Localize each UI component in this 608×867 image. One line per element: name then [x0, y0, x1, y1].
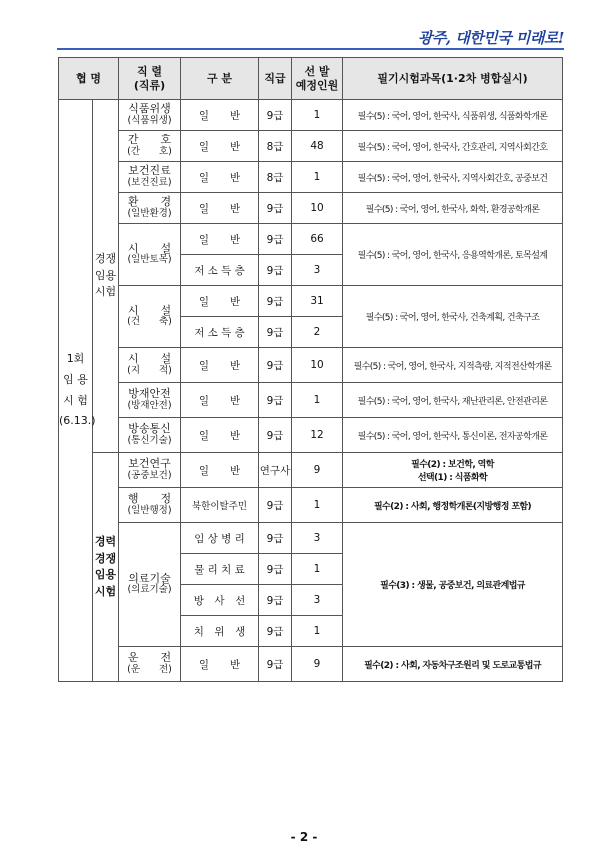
position-type: (일반환경)	[127, 207, 172, 219]
subject-required: 필수(2) : 보건학, 역학	[411, 460, 494, 470]
table-row	[59, 193, 563, 224]
col-header-count: 선 발 예정인원	[292, 58, 343, 100]
division-cell: 일 반	[181, 383, 259, 418]
position-cell	[119, 286, 181, 348]
count-cell: 9	[292, 453, 343, 488]
division-cell: 일 반	[181, 418, 259, 453]
position-cell	[119, 348, 181, 383]
position-name: 식품위생	[128, 102, 171, 116]
subject-cell: 필수(5) : 국어, 영어, 한국사, 식품위생, 식품화학개론	[343, 100, 563, 131]
table-row	[59, 100, 563, 131]
subject-cell: 필수(5) : 국어, 영어, 한국사, 재난관리론, 안전관리론	[343, 383, 563, 418]
category-line: 시험	[94, 584, 117, 598]
col-header-division: 구 분	[181, 58, 259, 100]
division-cell: 물 리 치 료	[181, 554, 259, 585]
position-name: 보건연구	[128, 457, 171, 471]
grade-cell: 9급	[259, 523, 292, 554]
position-type: (방재안전)	[127, 399, 172, 411]
position-type: (운 전)	[127, 663, 172, 675]
subject-cell: 필수(5) : 국어, 영어, 한국사, 화학, 환경공학개론	[343, 193, 563, 224]
position-cell	[119, 224, 181, 286]
count-cell: 2	[292, 317, 343, 348]
division-cell: 북한이탈주민	[181, 488, 259, 523]
table-row	[59, 286, 563, 317]
position-name: 방재안전	[128, 387, 171, 401]
position-name: 시 설	[127, 241, 172, 255]
table-row	[59, 418, 563, 453]
count-cell: 3	[292, 585, 343, 616]
position-type: (일반토목)	[127, 254, 172, 266]
category-line: 경쟁	[94, 252, 117, 266]
grade-cell: 8급	[259, 131, 292, 162]
subject-cell: 필수(2) : 사회, 자동차구조원리 및 도로교통법규	[343, 647, 563, 682]
category-line: 임용	[94, 268, 117, 282]
position-name: 간 호	[127, 133, 172, 147]
category-line: 임용	[94, 568, 117, 581]
count-cell: 10	[292, 193, 343, 224]
position-cell	[119, 523, 181, 647]
division-cell: 일 반	[181, 162, 259, 193]
grade-cell: 9급	[259, 616, 292, 647]
position-cell	[119, 383, 181, 418]
division-cell: 저 소 득 층	[181, 317, 259, 348]
count-cell: 9	[292, 647, 343, 682]
grade-cell: 9급	[259, 193, 292, 224]
table-header-row	[59, 58, 563, 100]
position-cell	[119, 647, 181, 682]
category-open-competition	[93, 100, 119, 453]
position-name: 방송통신	[128, 422, 171, 436]
position-type: (일반행정)	[127, 504, 172, 516]
table-row	[59, 647, 563, 682]
position-type: (간 호)	[127, 145, 172, 157]
exam-name-cell	[59, 100, 96, 682]
count-cell: 1	[292, 616, 343, 647]
position-name: 운 전	[127, 651, 172, 665]
grade-cell: 9급	[259, 383, 292, 418]
division-cell: 일 반	[181, 100, 259, 131]
subject-cell: 필수(2) : 사회, 행정학개론(지방행정 포함)	[343, 488, 563, 523]
exam-name-line: (6.13.)	[59, 414, 96, 428]
grade-cell: 9급	[259, 286, 292, 317]
grade-cell: 연구사	[259, 453, 292, 488]
division-cell: 일 반	[181, 131, 259, 162]
position-cell	[119, 131, 181, 162]
position-type: (공중보건)	[127, 469, 172, 481]
exam-name-line: 시 험	[63, 393, 88, 407]
exam-name-line: 임 용	[63, 372, 88, 386]
grade-cell: 9급	[259, 585, 292, 616]
slogan-logo: 광주, 대한민국 미래로!	[417, 29, 564, 47]
col-header-subjects: 필기시험과목(1·2차 병합실시)	[343, 58, 563, 100]
recruitment-table	[58, 57, 563, 682]
position-type: (의료기술)	[127, 584, 172, 596]
division-cell: 일 반	[181, 224, 259, 255]
col-header-position: 직 렬 (직류)	[119, 58, 181, 100]
subject-cell	[343, 418, 563, 453]
count-cell: 66	[292, 224, 343, 255]
subject-text: 필수(5) : 국어, 영어, 한국사, 통신이론, 전자공학개론	[357, 431, 548, 442]
col-header-exam: 협 명	[59, 58, 119, 100]
subject-cell: 필수(5) : 국어, 영어, 한국사, 지역사회간호, 공중보건	[343, 162, 563, 193]
position-cell	[119, 193, 181, 224]
subject-cell: 필수(3) : 생물, 공중보건, 의료관계법규	[343, 523, 563, 647]
col-header-grade: 직급	[259, 58, 292, 100]
count-cell: 1	[292, 554, 343, 585]
division-cell: 임 상 병 리	[181, 523, 259, 554]
table-row	[59, 348, 563, 383]
grade-cell: 9급	[259, 554, 292, 585]
position-name: 환 경	[127, 195, 172, 209]
category-career-competition	[93, 453, 119, 682]
division-cell: 일 반	[181, 348, 259, 383]
table-row	[59, 162, 563, 193]
grade-cell: 9급	[259, 317, 292, 348]
count-cell: 3	[292, 255, 343, 286]
division-cell: 방 사 선	[181, 585, 259, 616]
position-type: (통신기술)	[127, 434, 172, 446]
category-line: 경력	[94, 535, 117, 548]
position-name: 행 정	[127, 492, 172, 506]
division-cell: 저 소 득 층	[181, 255, 259, 286]
count-cell: 31	[292, 286, 343, 317]
header-rule	[57, 48, 564, 50]
count-cell: 12	[292, 418, 343, 453]
subject-cell: 필수(5) : 국어, 영어, 한국사, 건축계획, 건축구조	[343, 286, 563, 348]
position-name: 의료기술	[128, 571, 171, 585]
count-cell: 1	[292, 100, 343, 131]
position-type: (식품위생)	[127, 114, 172, 126]
table-row	[59, 523, 563, 554]
grade-cell: 9급	[259, 348, 292, 383]
count-cell: 48	[292, 131, 343, 162]
count-cell: 1	[292, 383, 343, 418]
position-name: 보건진료	[128, 164, 171, 178]
table-row	[59, 224, 563, 255]
table-row	[59, 488, 563, 523]
position-cell	[119, 418, 181, 453]
position-type: (건 축)	[127, 316, 172, 328]
table-row	[59, 383, 563, 418]
division-cell: 일 반	[181, 453, 259, 488]
position-cell	[119, 488, 181, 523]
grade-cell: 8급	[259, 162, 292, 193]
subject-cell: 필수(5) : 국어, 영어, 한국사, 응용역학개론, 토목설계	[343, 224, 563, 286]
grade-cell: 9급	[259, 418, 292, 453]
exam-name-line: 1회	[66, 351, 85, 365]
division-cell: 일 반	[181, 647, 259, 682]
position-cell	[119, 453, 181, 488]
subject-cell: 필수(5) : 국어, 영어, 한국사, 간호관리, 지역사회간호	[343, 131, 563, 162]
subject-cell: 필수(5) : 국어, 영어, 한국사, 지적측량, 지적전산학개론	[343, 348, 563, 383]
position-cell	[119, 162, 181, 193]
category-line: 시험	[94, 285, 117, 299]
count-cell: 3	[292, 523, 343, 554]
subject-cell	[343, 453, 563, 488]
table-row	[59, 453, 563, 488]
grade-cell: 9급	[259, 100, 292, 131]
grade-cell: 9급	[259, 224, 292, 255]
position-name: 시 설	[127, 303, 172, 317]
position-type: (보건진료)	[127, 176, 172, 188]
count-cell: 1	[292, 162, 343, 193]
division-cell: 일 반	[181, 193, 259, 224]
table-row	[59, 131, 563, 162]
count-cell: 10	[292, 348, 343, 383]
subject-elective: 선택(1) : 식품화학	[417, 473, 488, 483]
grade-cell: 9급	[259, 647, 292, 682]
position-name: 시 설	[127, 352, 172, 366]
position-type: (지 적)	[127, 364, 172, 376]
grade-cell: 9급	[259, 488, 292, 523]
page-number: - 2 -	[290, 830, 318, 844]
division-cell: 일 반	[181, 286, 259, 317]
count-cell: 1	[292, 488, 343, 523]
division-cell: 치 위 생	[181, 616, 259, 647]
category-line: 경쟁	[94, 551, 117, 565]
position-cell	[119, 100, 181, 131]
grade-cell: 9급	[259, 255, 292, 286]
